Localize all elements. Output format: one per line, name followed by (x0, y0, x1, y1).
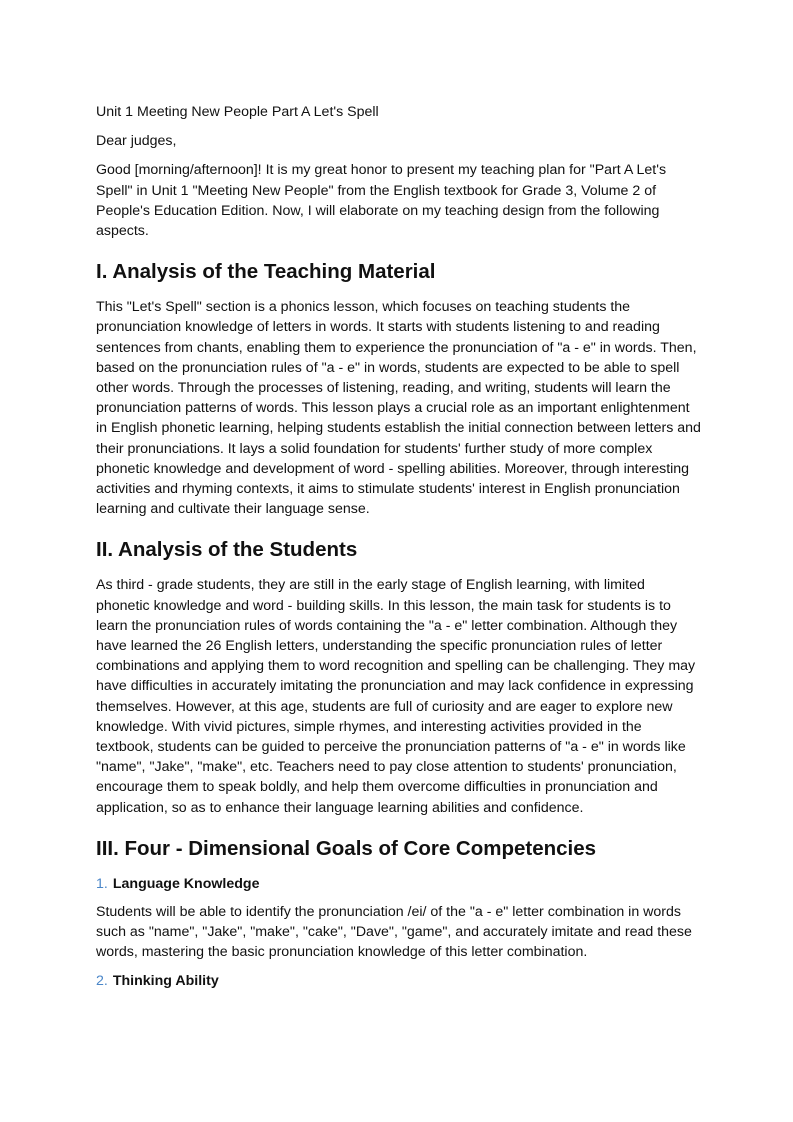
subsection-title: Thinking Ability (112, 972, 219, 989)
section-heading-core-competencies: III. Four - Dimensional Goals of Core Competencies (96, 836, 597, 860)
document-title-line: Unit 1 Meeting New People Part A Let's Spell (96, 104, 379, 120)
list-number: 2. (96, 972, 108, 989)
section-body-teaching-material: This "Let's Spell" section is a phonics lesson, which focuses on teaching students the pronunciation knowledge of letters in words. It starts with students listening to and reading sentences from chants, enabling them to experience the pronunciation of "a - e" in words. Then, based on the pronunciation rules of "a - e" in words, students are expected to be able to spell other words. Through the processes of listening, reading, and writing, students will learn the pronunciation patterns of words. This lesson plays a crucial role as an important enlightenment in English phonetic learning, helping students establish the initial connection between letters and their pronunciations. It lays a solid foundation for students' further study of more complex phonetic knowledge and development of word - spelling abilities. Moreover, through interesting activities and rhyming contexts, it aims to stimulate students' interest in English pronunciation learning and cultivate their language sense. (96, 299, 701, 518)
subsection-title: Language Knowledge (112, 875, 260, 892)
subsection-heading-thinking-ability (96, 971, 702, 991)
list-number: 1. (96, 875, 108, 892)
subsection-body-language-knowledge: Students will be able to identify the pronunciation /ei/ of the "a - e" letter combination in words such as "name", "Jake", "make", "cake", "Dave", "game", and accurately imitate and read these words, mastering the basic pronunciation knowledge of this letter combination. (96, 903, 692, 961)
intro-paragraph: Good [morning/afternoon]! It is my great honor to present my teaching plan for "Part A Let's Spell" in Unit 1 "Meeting New People" from the English textbook for Grade 3, Volume 2 of People's Education Edition. Now, I will elaborate on my teaching design from the following aspects. (96, 162, 667, 240)
section-heading-students: II. Analysis of the Students (96, 538, 358, 562)
document-page (96, 102, 702, 999)
section-heading-teaching-material: I. Analysis of the Teaching Material (96, 260, 436, 284)
greeting: Dear judges, (96, 133, 177, 150)
section-body-students: As third - grade students, they are still in the early stage of English learning, with limited phonetic knowledge and word - building skills. In this lesson, the main task for students is to learn the pronunciation rules of words containing the "a - e" letter combination. Although they have learned the 26 English letters, understanding the specific pronunciation rules of letter combinations and applying them to word recognition and spelling can be challenging. They may have difficulties in accurately imitating the pronunciation and may lack confidence in expressing themselves. However, at this age, students are full of curiosity and are eager to explore new knowledge. With vivid pictures, simple rhymes, and interesting activities provided in the textbook, students can be guided to perceive the pronunciation patterns of "a - e" in words like "name", "Jake", "make", etc. Teachers need to pay close attention to students' pronunciation, encourage them to speak boldly, and help them overcome difficulties in pronunciation and application, so as to enhance their language learning abilities and confidence. (96, 577, 696, 816)
subsection-heading-language-knowledge (96, 874, 702, 894)
